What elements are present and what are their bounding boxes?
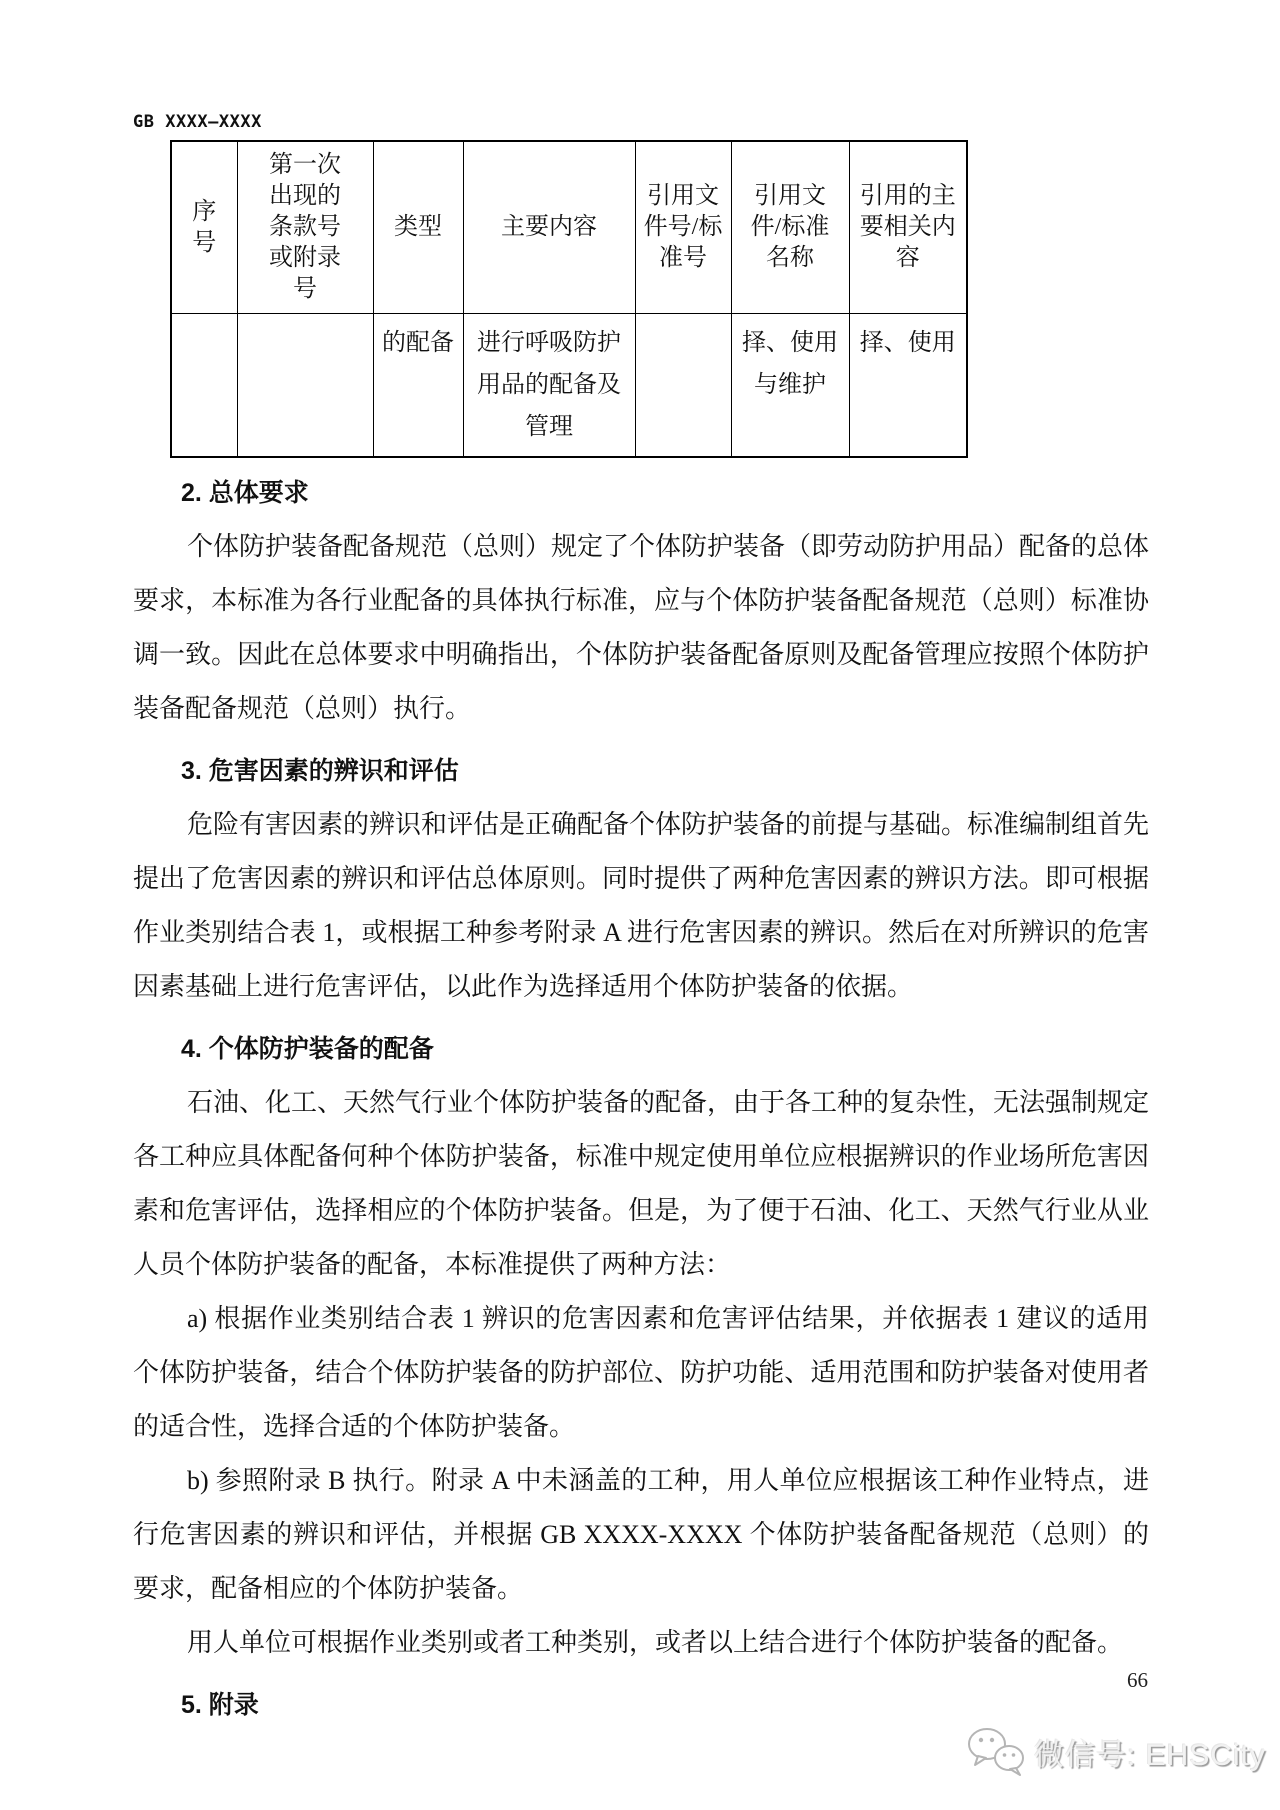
page-number: 66 [1127, 1668, 1148, 1692]
col-header-ref-doc-name: 引用文件/标准名称 [731, 141, 849, 314]
cell-main-content: 进行呼吸防护用品的配备及管理 [463, 314, 635, 458]
section-heading: 5. 附录 [181, 1691, 259, 1719]
reference-table [170, 140, 968, 458]
section-5 [133, 1688, 1149, 1722]
paragraph-list-b: b) 参照附录 B 执行。附录 A 中未涵盖的工种，用人单位应根据该工种作业特点，进行危害因素的辨识和评估，并根据 GB XXXX-XXXX 个体防护装备配备规范（总则）的要求，配备相应的个体防护装备。 [133, 1466, 1149, 1603]
col-header-first-clause: 第一次出现的条款号或附录号 [237, 141, 373, 314]
cell-type: 的配备 [373, 314, 463, 458]
doc-code: GB XXXX—XXXX [133, 112, 262, 132]
table-row [171, 314, 967, 458]
paragraph: 个体防护装备配备规范（总则）规定了个体防护装备（即劳动防护用品）配备的总体要求，本标准为各行业配备的具体执行标准，应与个体防护装备配备规范（总则）标准协调一致。因此在总体要求中明确指出，个体防护装备配备原则及配备管理应按照个体防护装备配备规范（总则）执行。 [133, 532, 1150, 723]
watermark-text: 微信号: EHSCity [1033, 1739, 1266, 1772]
section-heading: 3. 危害因素的辨识和评估 [181, 757, 459, 785]
col-header-seq-no: 序号 [171, 141, 237, 314]
wechat-icon [966, 1726, 1028, 1778]
cell-ref-doc-name: 择、使用与维护 [731, 314, 849, 458]
section-3 [133, 754, 1149, 1014]
paragraph-list-a: a) 根据作业类别结合表 1 辨识的危害因素和危害评估结果，并依据表 1 建议的适用个体防护装备，结合个体防护装备的防护部位、防护功能、适用范围和防护装备对使用者的适合性，选择合适的个体防护装备。 [133, 1304, 1149, 1441]
table-header-row [171, 141, 967, 314]
col-header-ref-doc-no: 引用文件号/标准号 [635, 141, 731, 314]
cell-ref-doc-no [635, 314, 731, 458]
cell-seq-no [171, 314, 237, 458]
paragraph: 危险有害因素的辨识和评估是正确配备个体防护装备的前提与基础。标准编制组首先提出了危害因素的辨识和评估总体原则。同时提供了两种危害因素的辨识方法。即可根据作业类别结合表 1，或根据工种参考附录 A 进行危害因素的辨识。然后在对所辨识的危害因素基础上进行危害评估，以此作为选择适用个体防护装备的依据。 [133, 810, 1150, 1001]
cell-first-clause [237, 314, 373, 458]
col-header-main-content: 主要内容 [463, 141, 635, 314]
col-header-type: 类型 [373, 141, 463, 314]
col-header-ref-related-content: 引用的主要相关内容 [849, 141, 967, 314]
paragraph: 用人单位可根据作业类别或者工种类别，或者以上结合进行个体防护装备的配备。 [187, 1628, 1124, 1657]
section-4 [133, 1032, 1149, 1670]
page-content [133, 112, 1149, 1732]
paragraph: 石油、化工、天然气行业个体防护装备的配备，由于各工种的复杂性，无法强制规定各工种应具体配备何种个体防护装备，标准中规定使用单位应根据辨识的作业场所危害因素和危害评估，选择相应的个体防护装备。但是，为了便于石油、化工、天然气行业从业人员个体防护装备的配备，本标准提供了两种方法： [133, 1088, 1150, 1279]
section-heading: 2. 总体要求 [181, 479, 309, 507]
section-2 [133, 476, 1149, 736]
cell-ref-related-content: 择、使用 [849, 314, 967, 458]
watermark [966, 1726, 1266, 1778]
section-heading: 4. 个体防护装备的配备 [181, 1035, 434, 1063]
